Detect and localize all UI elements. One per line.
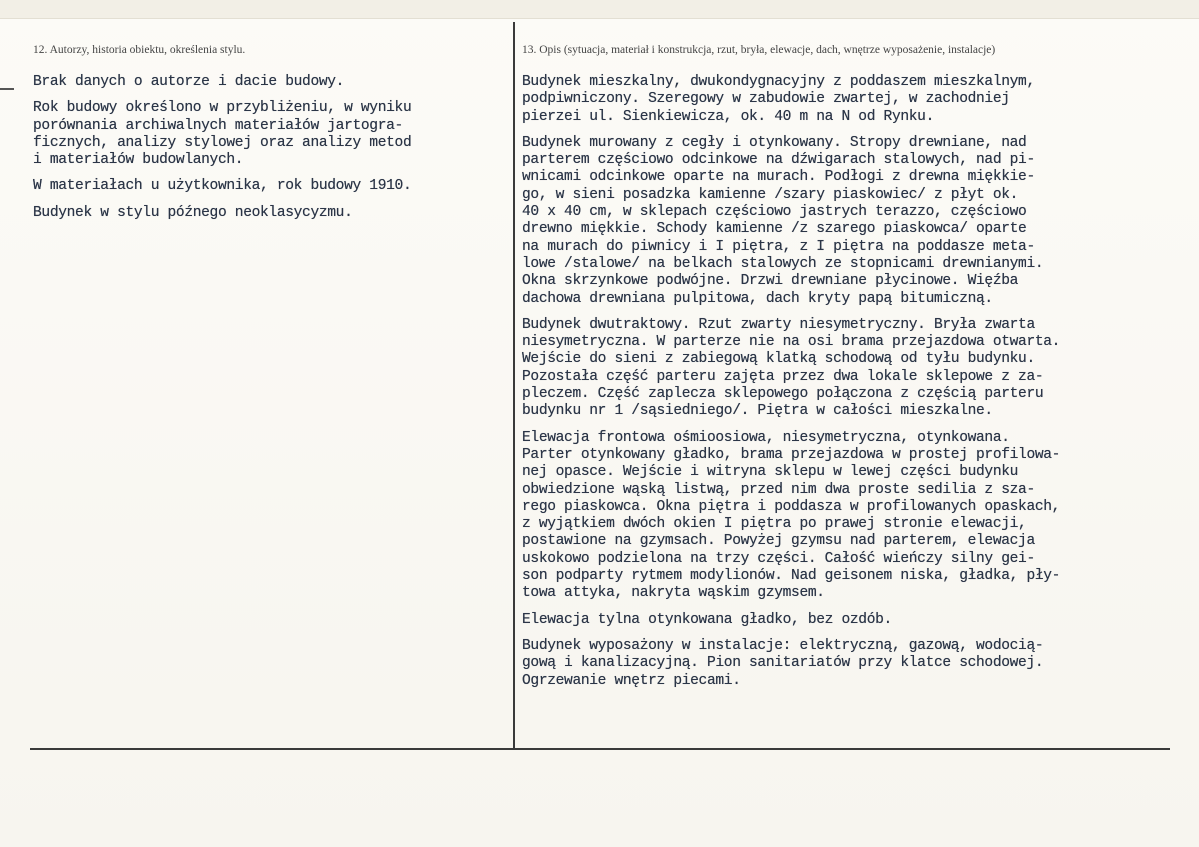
column-divider [513, 22, 515, 748]
paragraph-situation: Budynek mieszkalny, dwukondygnacyjny z poddaszem mieszkalnym, podpiwniczony. Szeregowy w zabudowie zwartej, w zachodniej pierzei ul. Sienkiewicza, ok. 40 m na N od Rynku. [522, 74, 1035, 125]
paragraph-construction: Budynek murowany z cegły i otynkowany. Stropy drewniane, nad parterem częściowo odcinkowe na dźwigarach stalowych, nad pi- wnicami odcinkowe oparte na murach. Podłogi z drewna miękkie- go, w sieni posadzka kamienne /szary piaskowiec/ z płyt ok. 40 x 40 cm, w sklepach częściowo jastrych terazzo, częściowo drewno miękkie. Schody kamienne /z szarego piaskowca/ oparte na murach do piwnicy i I piętra, z I piętra na poddasze meta- lowe /stalowe/ na belkach stalowych ze stopnicami drewnianymi. Okna skrzynkowe podwójne. Drzwi drewniane płycinowe. Więźba dachowa drewniana pulpitowa, dach kryty papą bitumiczną. [522, 134, 1044, 307]
paragraph-rear-elevation: Elewacja tylna otynkowana gładko, bez ozdób. [522, 611, 892, 628]
card-top-edge [0, 0, 1199, 19]
section-12-header: 12. Autorzy, historia obiektu, określenia stylu. [33, 44, 246, 56]
paragraph-front-elevation: Elewacja frontowa ośmioosiowa, niesymetryczna, otynkowana. Parter otynkowany gładko, brama przejazdowa w prostej profilowa- nej opasce. Wejście i witryna sklepu w lewej części budynku obwiedzione wąską listwą, przed nim dwa proste sedilia z sza- rego piaskowca. Okna piętra i poddasza w profilowanych opaskach, z wyjątkiem dwóch okien I piętra po prawej stronie elewacji, postawione na gzymsach. Powyżej gzymsu nad parterem, elewacja uskokowo podzielona na trzy części. Całość wieńczy silny gei- son podparty rytmem modylionów. Nad geisonem niska, gładka, pły- towa attyka, nakryta wąskim gzymsem. [522, 429, 1061, 602]
paragraph-plan: Budynek dwutraktowy. Rzut zwarty niesymetryczny. Bryła zwarta niesymetryczna. W parterze nie na osi brama przejazdowa otwarta. Wejście do sieni z zabiegową klatką schodową od tyłu budynku. Pozostała część parteru zajęta przez dwa lokale sklepowe z za- pleczem. Część zaplecza sklepowego połączona z częścią parteru budynku nr 1 /sąsiedniego/. Piętra w całości mieszkalne. [522, 316, 1061, 420]
paragraph-build-year: W materiałach u użytkownika, rok budowy 1910. [33, 178, 412, 195]
section-12-content [33, 74, 508, 231]
bottom-rule [30, 748, 1170, 750]
left-margin-mark [0, 88, 14, 90]
paragraph-dating-method: Rok budowy określono w przybliżeniu, w wyniku porównania archiwalnych materiałów jartogra- ficznych, analizy stylowej oraz analizy metod i materiałów budowlanych. [33, 100, 412, 169]
paragraph-style: Budynek w stylu późnego neoklasycyzmu. [33, 204, 353, 221]
section-13-content [522, 74, 1172, 699]
paragraph-author-info: Brak danych o autorze i dacie budowy. [33, 74, 345, 90]
section-13-header: 13. Opis (sytuacja, materiał i konstrukcja, rzut, bryła, elewacje, dach, wnętrze wyposażenie, instalacje) [522, 44, 996, 56]
paragraph-installations: Budynek wyposażony w instalacje: elektryczną, gazową, wodocią- gową i kanalizacyjną. Pion sanitariatów przy klatce schodowej. Ogrzewanie wnętrz piecami. [522, 637, 1044, 689]
